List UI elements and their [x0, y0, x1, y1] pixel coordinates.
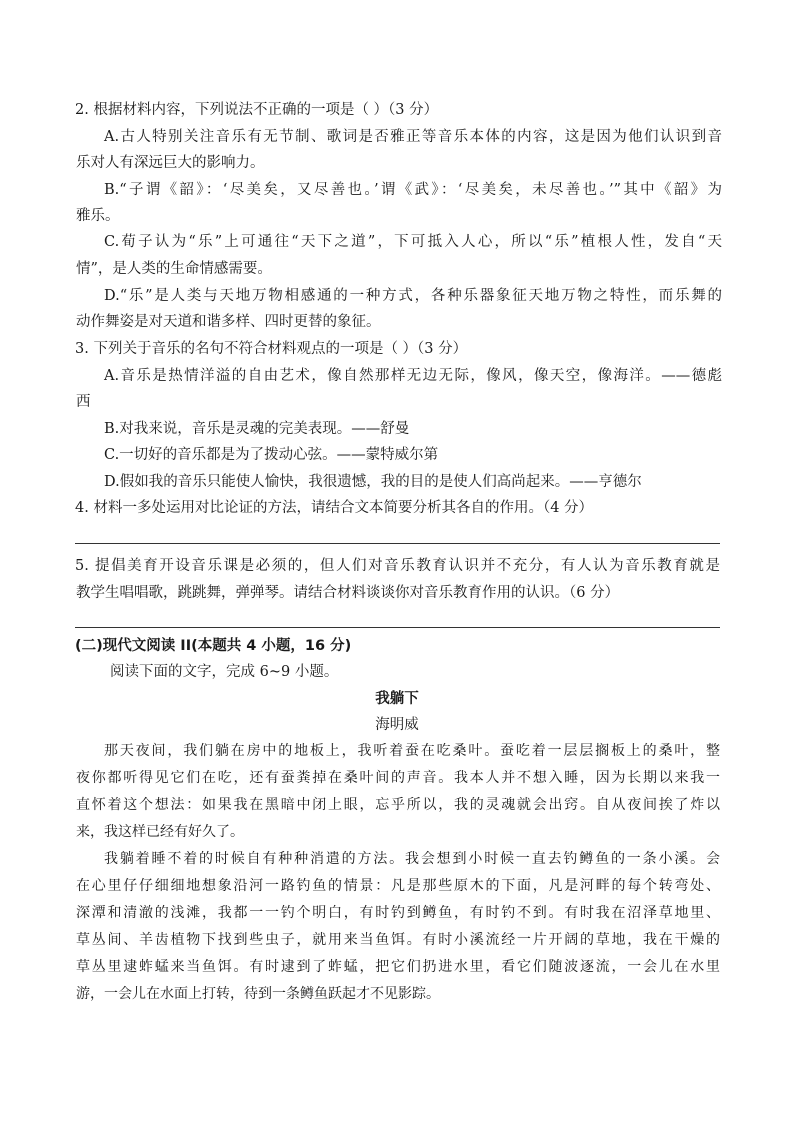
q2-stem: 2. 根据材料内容，下列说法不正确的一项是（ ）（3 分） — [75, 102, 439, 118]
q2-option-d-line1: D.“乐”是人类与天地万物相感通的一种方式，各种乐器象征天地万物之特性，而乐舞的 — [104, 288, 722, 304]
q2-option-c-line1: C.荀子认为“乐”上可通往“天下之道”，下可抵入人心，所以“乐”植根人性，发自“天 — [104, 234, 722, 250]
passage-paragraph2-line: 深潭和清澈的浅滩，我都一一钓个明白，有时钓到鳟鱼，有时钓不到。有时我在沼泽草地里、 — [76, 905, 720, 921]
passage-paragraph2-line: 草丛里逮蚱蜢来当鱼饵。有时逮到了蚱蜢，把它们扔进水里，看它们随波逐流，一会儿在水里 — [76, 959, 720, 975]
passage-paragraph2-line: 我躺着睡不着的时候自有种种消遣的方法。我会想到小时候一直去钓鳟鱼的一条小溪。会 — [104, 851, 720, 867]
q2-option-d-line2: 动作舞姿是对天道和谐多样、四时更替的象征。 — [76, 314, 381, 330]
q4-stem: 4. 材料一多处运用对比论证的方法，请结合文本简要分析其各自的作用。（4 分） — [75, 500, 594, 516]
passage-paragraph2-line: 草丛间、羊齿植物下找到些虫子，就用来当鱼饵。有时小溪流经一片开阔的草地，我在干燥的 — [76, 932, 720, 948]
section-instruction: 阅读下面的文字，完成 6~9 小题。 — [110, 664, 339, 680]
q2-option-a-line1: A.古人特别关注音乐有无节制、歌词是否雅正等音乐本体的内容，这是因为他们认识到音 — [104, 129, 722, 145]
q3-stem: 3. 下列关于音乐的名句不符合材料观点的一项是（ ）（3 分） — [75, 341, 468, 357]
passage-title: 我躺下 — [375, 690, 419, 707]
q2-option-a-line2: 乐对人有深远巨大的影响力。 — [76, 155, 265, 171]
q3-option-b: B.对我来说，音乐是灵魂的完美表现。——舒曼 — [104, 421, 410, 437]
q3-option-d: D.假如我的音乐只能使人愉快，我很遗憾，我的目的是使人们高尚起来。——亨德尔 — [104, 474, 642, 490]
passage-paragraph1-line: 直怀着这个想法：如果我在黑暗中闭上眼，忘乎所以，我的灵魂就会出窍。自从夜间挨了炸以 — [76, 797, 720, 813]
q2-option-b-line1: B.“子谓《韶》：‘尽美矣，又尽善也。’谓《武》：‘尽美矣，未尽善也。’”其中《韶》为 — [104, 182, 722, 198]
section-heading: (二)现代文阅读 II(本题共 4 小题，16 分) — [75, 638, 352, 654]
passage-paragraph2-line: 游，一会儿在水面上打转，待到一条鳟鱼跃起才不见影踪。 — [76, 986, 440, 1002]
q5-stem-line1: 5. 提倡美育开设音乐课是必须的，但人们对音乐教育认识并不充分，有人认为音乐教育就是 — [75, 558, 720, 574]
q4-answer-line[interactable] — [75, 543, 720, 544]
q5-stem-line2: 教学生唱唱歌，跳跳舞，弹弹琴。请结合材料谈谈你对音乐教育作用的认识。（6 分） — [76, 585, 620, 601]
passage-paragraph1-line: 那天夜间，我们躺在房中的地板上，我听着蚕在吃桑叶。蚕吃着一层层搁板上的桑叶，整 — [104, 743, 720, 759]
passage-paragraph1-line: 夜你都听得见它们在吃，还有蚕粪掉在桑叶间的声音。我本人并不想入睡，因为长期以来我一 — [76, 770, 720, 786]
passage-paragraph1-line: 来，我这样已经有好久了。 — [76, 824, 244, 840]
q3-option-a-line1: A.音乐是热情洋溢的自由艺术，像自然那样无边无际，像风，像天空，像海洋。——德彪 — [104, 368, 722, 384]
q3-option-c: C.一切好的音乐都是为了拨动心弦。——蒙特威尔第 — [104, 447, 439, 463]
passage-author: 海明威 — [375, 717, 419, 733]
q2-option-b-line2: 雅乐。 — [76, 208, 120, 224]
passage-paragraph2-line: 在心里仔仔细细地想象沿河一路钓鱼的情景：凡是那些原木的下面，凡是河畔的每个转弯处、 — [76, 878, 720, 894]
q5-answer-line[interactable] — [75, 627, 720, 628]
q3-option-a-line2: 西 — [76, 394, 91, 410]
q2-option-c-line2: 情”，是人类的生命情感需要。 — [76, 261, 272, 277]
